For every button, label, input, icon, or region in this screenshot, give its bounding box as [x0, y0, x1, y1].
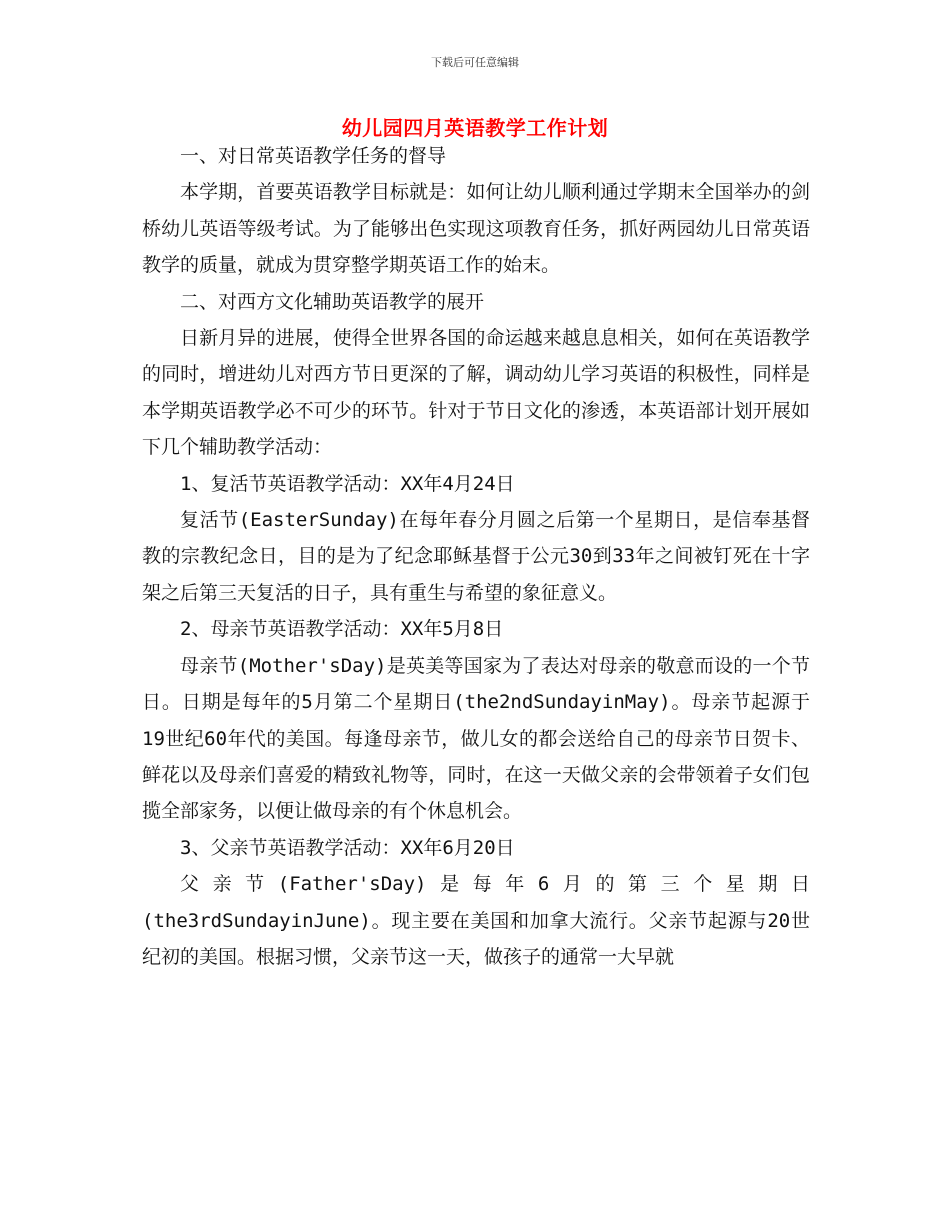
document-body [142, 138, 810, 975]
section-heading-1: 一、对日常英语教学任务的督导 [180, 145, 447, 167]
activity-heading-mothers-day: 2、母亲节英语教学活动：XX年5月8日 [180, 618, 504, 641]
paragraph: 复活节(EasterSunday)在每年春分月圆之后第一个星期日，是信奉基督教的宗教纪念日，目的是为了纪念耶稣基督于公元30到33年之间被钉死在十字架之后第三天复活的日子，具有重生与希望的象征意义。 [142, 509, 810, 604]
header-note: 下载后可任意编辑 [431, 56, 519, 69]
activity-heading-fathers-day: 3、父亲节英语教学活动：XX年6月20日 [180, 836, 515, 859]
paragraph: 日新月异的进展，使得全世界各国的命运越来越息息相关，如何在英语教学的同时，增进幼儿对西方节日更深的了解，调动幼儿学习英语的积极性，同样是本学期英语教学必不可少的环节。针对于节日文化的渗透，本英语部计划开展如下几个辅助教学活动： [142, 327, 810, 459]
activity-heading-easter: 1、复活节英语教学活动：XX年4月24日 [180, 472, 515, 495]
document-title: 幼儿园四月英语教学工作计划 [341, 116, 609, 140]
paragraph: 母亲节(Mother'sDay)是英美等国家为了表达对母亲的敬意而设的一个节日。日期是每年的5月第二个星期日(the2ndSundayinMay)。母亲节起源于19世纪60年代的美国。每逢母亲节，做儿女的都会送给自己的母亲节日贺卡、鲜花以及母亲们喜爱的精致礼物等，同时，在这一天做父亲的会带领着子女们包揽全部家务，以便让做母亲的有个休息机会。 [142, 654, 810, 823]
paragraph: 父亲节(Father'sDay)是每年6月的第三个星期日(the3rdSundayinJune)。现主要在美国和加拿大流行。父亲节起源与20世纪初的美国。根据习惯，父亲节这一天，做孩子的通常一大早就 [142, 873, 810, 968]
paragraph: 本学期，首要英语教学目标就是：如何让幼儿顺利通过学期末全国举办的剑桥幼儿英语等级考试。为了能够出色实现这项教育任务，抓好两园幼儿日常英语教学的质量，就成为贯穿整学期英语工作的始末。 [142, 181, 810, 277]
section-heading-2: 二、对西方文化辅助英语教学的展开 [180, 290, 485, 313]
